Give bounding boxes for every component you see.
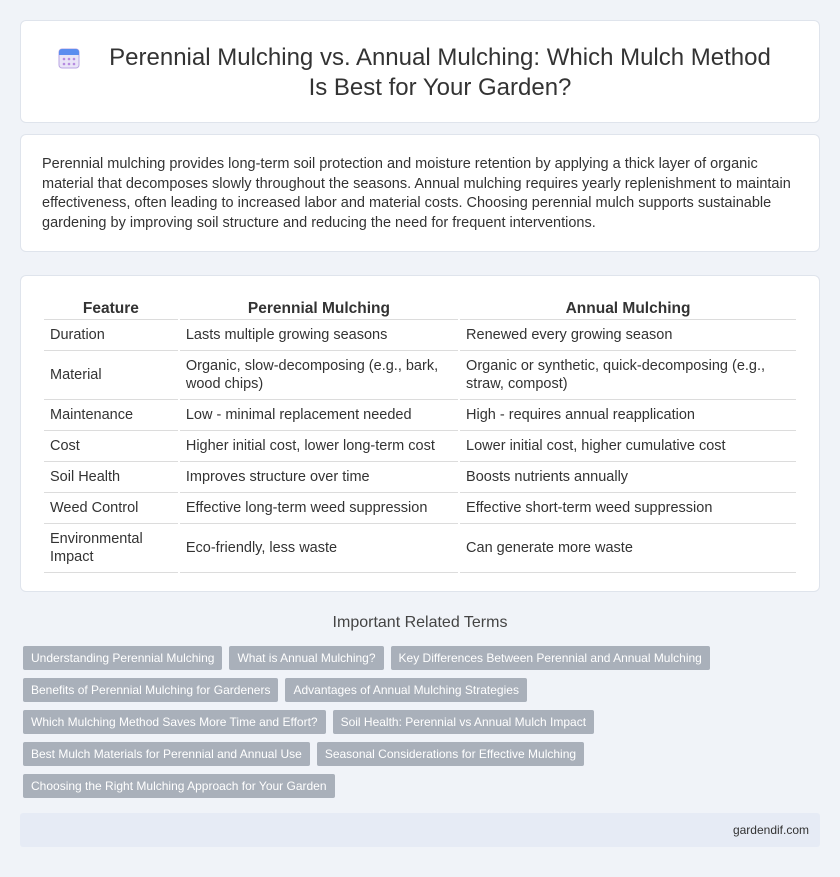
table-row (44, 320, 796, 351)
table-cell: Maintenance (44, 400, 178, 431)
comparison-table-card (20, 275, 820, 592)
table-header-row (44, 296, 796, 320)
table-cell: Lasts multiple growing seasons (180, 320, 458, 351)
table-row (44, 431, 796, 462)
table-cell: Effective long-term weed suppression (180, 493, 458, 524)
related-term-tag[interactable]: Understanding Perennial Mulching (23, 646, 222, 670)
header-annual: Annual Mulching (460, 296, 796, 320)
table-cell: Lower initial cost, higher cumulative cost (460, 431, 796, 462)
table-cell: High - requires annual reapplication (460, 400, 796, 431)
comparison-table (42, 296, 798, 573)
table-row (44, 351, 796, 400)
related-term-tag[interactable]: What is Annual Mulching? (229, 646, 383, 670)
table-row (44, 524, 796, 573)
related-terms-list (23, 646, 813, 806)
table-row (44, 493, 796, 524)
table-cell: Renewed every growing season (460, 320, 796, 351)
table-cell: Effective short-term weed suppression (460, 493, 796, 524)
table-cell: Soil Health (44, 462, 178, 493)
table-cell: Duration (44, 320, 178, 351)
table-cell: Eco-friendly, less waste (180, 524, 458, 573)
table-cell: Environmental Impact (44, 524, 178, 573)
header-feature: Feature (44, 296, 178, 320)
footer (20, 813, 820, 847)
table-cell: Organic, slow-decomposing (e.g., bark, wood chips) (180, 351, 458, 400)
table-cell: Cost (44, 431, 178, 462)
table-cell: Material (44, 351, 178, 400)
related-term-tag[interactable]: Seasonal Considerations for Effective Mulching (317, 742, 584, 766)
table-cell: Low - minimal replacement needed (180, 400, 458, 431)
related-terms-heading: Important Related Terms (332, 614, 508, 631)
table-cell: Weed Control (44, 493, 178, 524)
table-cell: Organic or synthetic, quick-decomposing (e.g., straw, compost) (460, 351, 796, 400)
related-term-tag[interactable]: Key Differences Between Perennial and Annual Mulching (391, 646, 710, 670)
related-term-tag[interactable]: Advantages of Annual Mulching Strategies (285, 678, 526, 702)
table-cell: Boosts nutrients annually (460, 462, 796, 493)
table-cell: Can generate more waste (460, 524, 796, 573)
related-term-tag[interactable]: Which Mulching Method Saves More Time and Effort? (23, 710, 326, 734)
title-card (20, 20, 820, 123)
intro-paragraph: Perennial mulching provides long-term soil protection and moisture retention by applying a thick layer of organic material that decomposes slowly throughout the seasons. Annual mulching requires yearly replenishment to maintain effectiveness, often leading to increased labor and material costs. Choosing perennial mulch supports sustainable gardening by improving soil structure and reducing the need for frequent interventions. (42, 156, 791, 231)
table-row (44, 400, 796, 431)
table-cell: Higher initial cost, lower long-term cost (180, 431, 458, 462)
intro-card (20, 134, 820, 252)
related-term-tag[interactable]: Best Mulch Materials for Perennial and Annual Use (23, 742, 310, 766)
table-row (44, 462, 796, 493)
related-term-tag[interactable]: Choosing the Right Mulching Approach for Your Garden (23, 774, 335, 798)
header-perennial: Perennial Mulching (180, 296, 458, 320)
related-term-tag[interactable]: Soil Health: Perennial vs Annual Mulch Impact (333, 710, 594, 734)
page-title: Perennial Mulching vs. Annual Mulching: Which Mulch Method Is Best for Your Garden? (109, 44, 771, 101)
related-term-tag[interactable]: Benefits of Perennial Mulching for Gardeners (23, 678, 278, 702)
table-cell: Improves structure over time (180, 462, 458, 493)
footer-site-link[interactable]: gardendif.com (732, 823, 809, 837)
